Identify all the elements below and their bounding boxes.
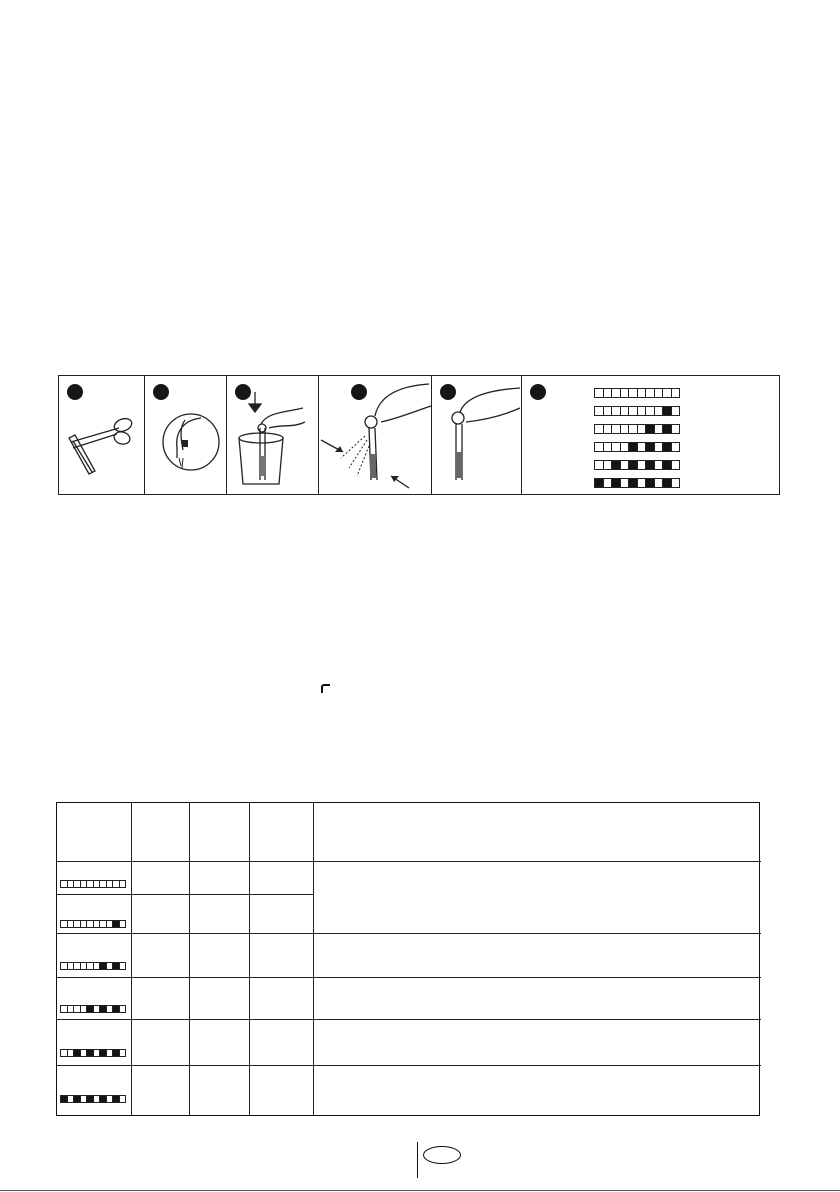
swatch-square [638,389,647,397]
swatch-square [663,443,672,451]
swatch-square [595,443,604,451]
swatch-square [120,1096,126,1102]
swatch-square [646,389,655,397]
step-6-number [530,384,546,400]
swatch-square [672,425,680,433]
color-scale-row [594,388,680,398]
language-badge [423,1146,461,1164]
page-bottom-rule [0,1190,840,1191]
swatch-square [655,461,664,469]
swatch-square [638,479,647,487]
swatch-square [604,479,613,487]
step-4-panel [319,376,432,494]
swatch-square [646,407,655,415]
swatch-square [655,425,664,433]
swatch-square [595,389,604,397]
swatch-square [655,407,664,415]
table-row-swatch [60,1005,126,1013]
swatch-square [612,389,621,397]
swatch-square [604,425,613,433]
swatch-square [604,461,613,469]
swatch-square [629,407,638,415]
swatch-square [621,407,630,415]
swatch-square [672,461,680,469]
swatch-square [612,407,621,415]
shake-strip-icon [319,376,432,494]
step-6-panel [522,376,779,494]
swatch-square [120,881,126,887]
swatch-square [120,1050,126,1056]
swatch-square [638,443,647,451]
swatch-square [604,443,613,451]
footer-separator [417,1142,418,1178]
table-row-swatch [60,1095,126,1103]
scissors-icon [59,376,145,494]
dip-strip-icon [227,376,319,494]
test-strip-illustration [58,375,780,495]
swatch-square [646,443,655,451]
hold-strip-icon [432,376,522,494]
swatch-square [595,479,604,487]
swatch-square [663,461,672,469]
swatch-square [646,461,655,469]
swatch-square [629,389,638,397]
swatch-square [655,443,664,451]
swatch-square [629,479,638,487]
swatch-square [646,425,655,433]
swatch-square [646,479,655,487]
step-1-panel [59,376,145,494]
swatch-square [672,389,680,397]
swatch-square [621,389,630,397]
swatch-square [638,407,647,415]
swatch-square [120,921,126,927]
swatch-square [663,479,672,487]
table-row-swatch [60,1049,126,1057]
corner-mark [321,684,330,693]
swatch-square [612,479,621,487]
swatch-square [595,461,604,469]
swatch-square [595,425,604,433]
swatch-square [621,479,630,487]
swatch-square [663,407,672,415]
color-scale-row [594,424,680,434]
swatch-square [629,425,638,433]
swatch-square [604,407,613,415]
table-row-swatch [60,880,126,888]
step-2-panel [145,376,227,494]
swatch-square [595,407,604,415]
swatch-square [663,389,672,397]
color-scale-row [594,406,680,416]
swatch-square [612,425,621,433]
color-scale-row [594,460,680,470]
swatch-square [638,425,647,433]
color-scale-row [594,442,680,452]
swatch-square [621,461,630,469]
table-row-swatch [60,962,126,970]
swatch-square [672,479,680,487]
swatch-square [638,461,647,469]
swatch-square [672,407,680,415]
swatch-square [120,1006,126,1012]
swatch-square [672,443,680,451]
water-hardness-table [56,802,760,1116]
swatch-square [621,443,630,451]
swatch-square [663,425,672,433]
color-scale-row [594,478,680,488]
swatch-square [655,389,664,397]
swatch-square [621,425,630,433]
swatch-square [655,479,664,487]
swatch-square [629,461,638,469]
swatch-square [604,389,613,397]
swatch-square [612,461,621,469]
table-row-swatch [60,920,126,928]
swatch-square [629,443,638,451]
step-3-panel [227,376,319,494]
water-tap-icon [145,376,227,494]
swatch-square [120,963,126,969]
step-5-panel [432,376,522,494]
swatch-square [612,443,621,451]
